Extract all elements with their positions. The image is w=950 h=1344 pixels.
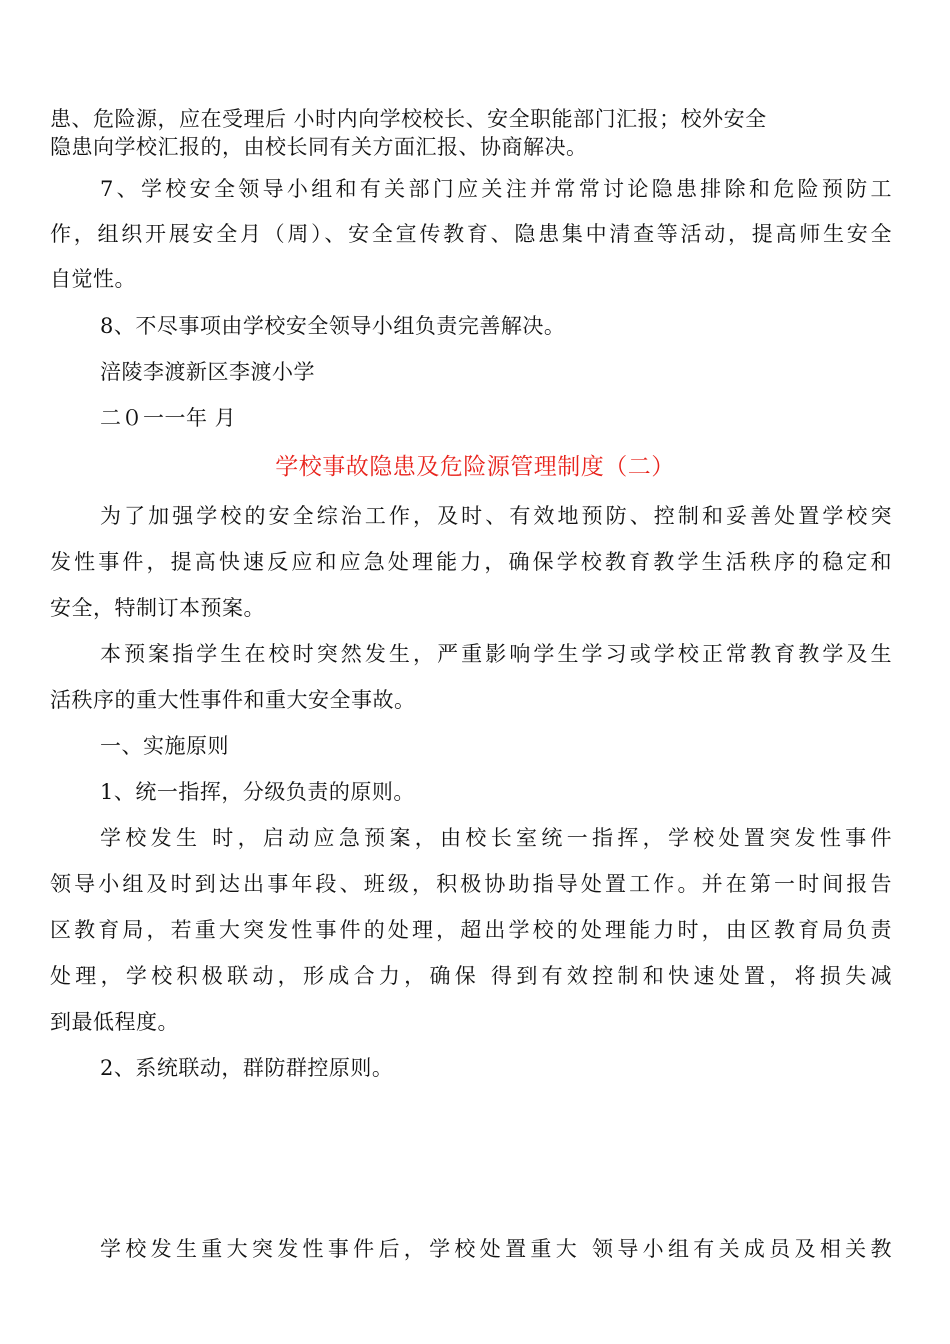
- school-name: 涪陵李渡新区李渡小学: [100, 360, 315, 384]
- paragraph-line: 8、不尽事项由学校安全领导小组负责完善解决。: [100, 314, 566, 338]
- paragraph-line: 活秩序的重大性事件和重大安全事故。: [50, 688, 416, 712]
- paragraph-line: 发性事件，提高快速反应和应急处理能力，确保学校教育教学生活秩序的稳定和: [50, 550, 892, 574]
- paragraph-line: 本预案指学生在校时突然发生，严重影响学生学习或学校正常教育教学及生: [100, 642, 892, 666]
- paragraph-line: 作，组织开展安全月（周）、安全宣传教育、隐患集中清查等活动，提高师生安全: [50, 222, 892, 246]
- paragraph-line: 领导小组及时到达出事年段、班级，积极协助指导处置工作。并在第一时间报告: [50, 872, 892, 896]
- paragraph-line: 隐患向学校汇报的，由校长同有关方面汇报、协商解决。: [50, 135, 588, 159]
- paragraph-line: 区教育局，若重大突发性事件的处理，超出学校的处理能力时，由区教育局负责: [50, 918, 892, 942]
- section-heading: 一、实施原则: [100, 734, 229, 758]
- paragraph-line: 处理，学校积极联动，形成合力，确保 得到有效控制和快速处置，将损失减: [50, 964, 892, 988]
- paragraph-line: 自觉性。: [50, 267, 136, 291]
- document-date: 二０一一年 月: [100, 406, 237, 430]
- paragraph-line: 到最低程度。: [50, 1010, 179, 1034]
- paragraph-line: 学校发生重大突发性事件后，学校处置重大 领导小组有关成员及相关教: [100, 1237, 892, 1261]
- principle-heading: 1、统一指挥，分级负责的原则。: [100, 780, 415, 804]
- principle-heading: 2、系统联动，群防群控原则。: [100, 1056, 394, 1080]
- paragraph-line: 学校发生 时，启动应急预案，由校长室统一指挥，学校处置突发性事件: [100, 826, 892, 850]
- paragraph-line: 7、学校安全领导小组和有关部门应关注并常常讨论隐患排除和危险预防工: [100, 177, 892, 201]
- paragraph-line: 患、危险源，应在受理后 小时内向学校校长、安全职能部门汇报；校外安全: [50, 107, 767, 131]
- paragraph-line: 安全，特制订本预案。: [50, 596, 265, 620]
- paragraph-line: 为了加强学校的安全综治工作，及时、有效地预防、控制和妥善处置学校突: [100, 504, 892, 528]
- section-title: 学校事故隐患及危险源管理制度（二）: [275, 454, 675, 480]
